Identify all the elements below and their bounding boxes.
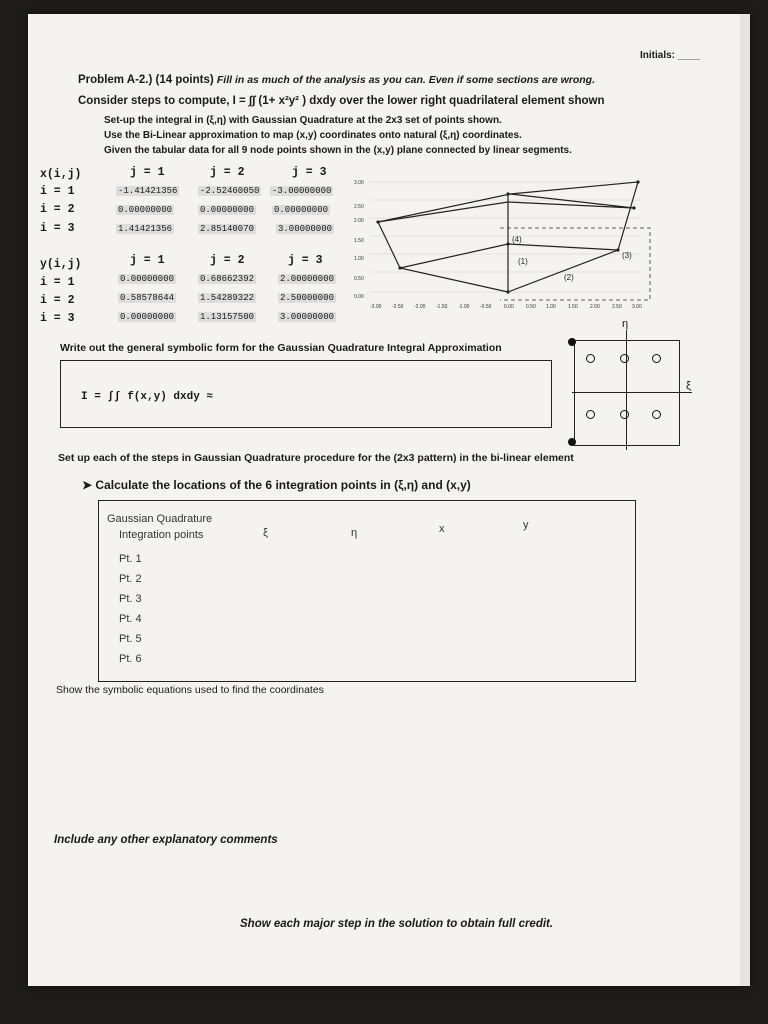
- element-label: (4): [512, 235, 522, 244]
- mesh-node: [632, 206, 635, 209]
- mesh-edge-diag: [510, 194, 634, 208]
- xi-axis-line: [572, 392, 692, 393]
- y-tick: 3.00: [354, 180, 364, 186]
- col-y: y: [523, 519, 529, 531]
- eta-axis-line: [626, 330, 627, 450]
- point-row[interactable]: Pt. 4: [119, 613, 142, 625]
- x-row-label: i = 1: [40, 185, 75, 198]
- x-col-j1: j = 1: [130, 166, 165, 179]
- x-cell: 2.85140070: [200, 224, 255, 234]
- y-cell: 0.58578644: [120, 293, 175, 303]
- point-row[interactable]: Pt. 1: [119, 553, 142, 565]
- section2-prompt: Set up each of the steps in Gaussian Quadrature procedure for the (2x3 pattern) in the bi-linear element: [58, 452, 574, 464]
- gauss-point: [586, 354, 595, 363]
- mesh-node: [376, 220, 379, 223]
- problem-bilinear: Use the Bi-Linear approximation to map (x,y) coordinates onto natural (ξ,η) coordinates.: [104, 130, 522, 141]
- x-tick: 1.50: [568, 304, 578, 310]
- mesh-edge-left: [378, 222, 508, 292]
- x-tick: 0.00: [504, 304, 514, 310]
- y-col-j1: j = 1: [130, 254, 165, 267]
- x-tick: 2.00: [590, 304, 600, 310]
- x-col-j3: j = 3: [292, 166, 327, 179]
- corner-node: [568, 438, 576, 446]
- element-mesh-plot: [340, 172, 660, 322]
- y-row-label: i = 1: [40, 276, 75, 289]
- x-cell: 0.00000000: [200, 205, 255, 215]
- gauss-point: [652, 354, 661, 363]
- y-tick: 0.00: [354, 294, 364, 300]
- mesh-edge-mid: [378, 202, 634, 222]
- y-cell: 2.50000000: [280, 293, 335, 303]
- paper-edge: [740, 14, 750, 986]
- integral-formula: I = ∫∫ f(x,y) dxdy ≈: [81, 391, 214, 403]
- y-col-j2: j = 2: [210, 254, 245, 267]
- problem-instruction: Fill in as much of the analysis as you can. Even if some sections are wrong.: [216, 74, 595, 86]
- y-cell: 0.00000000: [120, 274, 175, 284]
- x-tick: -2.00: [414, 304, 426, 310]
- element-label: (2): [564, 273, 574, 282]
- xi-axis-label: ξ: [686, 380, 691, 392]
- gauss-point: [586, 410, 595, 419]
- integral-answer-box[interactable]: [60, 360, 552, 428]
- x-tick: 2.50: [612, 304, 622, 310]
- integration-points-table: [98, 500, 636, 682]
- mesh-node: [398, 266, 401, 269]
- x-cell: -1.41421356: [118, 186, 178, 196]
- y-cell: 0.68662392: [200, 274, 255, 284]
- x-cell: -3.00000000: [272, 186, 332, 196]
- mesh-node: [636, 180, 639, 183]
- mesh-edge-lower: [400, 244, 618, 268]
- section2-bullet: [82, 478, 471, 492]
- y-row-label: i = 3: [40, 312, 75, 325]
- problem-title-line: [78, 74, 595, 86]
- y-row-label: i = 2: [40, 294, 75, 307]
- col-eta: η: [351, 527, 358, 539]
- y-tick: 2.50: [354, 204, 364, 210]
- x-cell: 0.00000000: [118, 205, 173, 215]
- x-cell: -2.52460050: [200, 186, 260, 196]
- y-tick: 2.00: [354, 218, 364, 224]
- mesh-node: [506, 242, 509, 245]
- eta-axis-label: η: [622, 318, 629, 330]
- y-tick: 1.00: [354, 256, 364, 262]
- points-table-title: Gaussian Quadrature: [107, 513, 213, 525]
- col-x: x: [439, 523, 445, 535]
- x-row-label: i = 3: [40, 222, 75, 235]
- y-tick: 1.50: [354, 238, 364, 244]
- problem-setup: Set-up the integral in (ξ,η) with Gaussian Quadrature at the 2x3 set of points shown.: [104, 115, 502, 126]
- gauss-point: [620, 410, 629, 419]
- x-table-head: x(i,j): [40, 168, 82, 181]
- element-label: (3): [622, 251, 632, 260]
- col-xi: ξ: [263, 527, 268, 539]
- x-tick: -2.50: [392, 304, 404, 310]
- x-tick: -0.50: [480, 304, 492, 310]
- y-table-head: y(i,j): [40, 258, 82, 271]
- point-row[interactable]: Pt. 2: [119, 573, 142, 585]
- x-row-label: i = 2: [40, 203, 75, 216]
- symbolic-equations-note: Show the symbolic equations used to find the coordinates: [56, 684, 324, 696]
- point-row[interactable]: Pt. 5: [119, 633, 142, 645]
- corner-node: [568, 338, 576, 346]
- gauss-point: [652, 410, 661, 419]
- y-cell: 1.13157500: [200, 312, 255, 322]
- points-table-subtitle: Integration points: [119, 529, 204, 541]
- y-cell: 0.00000000: [120, 312, 175, 322]
- x-cell: 0.00000000: [274, 205, 329, 215]
- gauss-point: [620, 354, 629, 363]
- footer-note: Show each major step in the solution to obtain full credit.: [240, 918, 554, 930]
- x-tick: 1.00: [546, 304, 556, 310]
- problem-tabular: Given the tabular data for all 9 node points shown in the (x,y) plane connected by linear segments.: [104, 145, 572, 156]
- bullet-arrow-icon: ➤: [82, 478, 93, 492]
- y-col-j3: j = 3: [288, 254, 323, 267]
- point-row[interactable]: Pt. 6: [119, 653, 142, 665]
- x-tick: -1.50: [436, 304, 448, 310]
- mesh-node: [506, 192, 509, 195]
- section2-bullet-text: Calculate the locations of the 6 integration points in (ξ,η) and (x,y): [95, 478, 471, 492]
- y-tick: 0.50: [354, 276, 364, 282]
- initials-label: Initials: ____: [640, 50, 701, 61]
- problem-title: Problem A-2.) (14 points): [78, 74, 214, 86]
- x-tick: 0.50: [526, 304, 536, 310]
- section1-prompt: Write out the general symbolic form for the Gaussian Quadrature Integral Approximation: [60, 342, 502, 354]
- explanatory-comments-note: Include any other explanatory comments: [54, 834, 278, 846]
- y-cell: 3.00000000: [280, 312, 335, 322]
- x-tick: 3.00: [632, 304, 642, 310]
- mesh-node: [506, 290, 509, 293]
- x-col-j2: j = 2: [210, 166, 245, 179]
- x-cell: 1.41421356: [118, 224, 173, 234]
- mesh-node: [616, 248, 619, 251]
- y-cell: 2.00000000: [280, 274, 335, 284]
- x-cell: 3.00000000: [278, 224, 333, 234]
- problem-statement: Consider steps to compute, I = ∫∫ (1+ x²y² ) dxdy over the lower right quadrilateral element shown: [78, 95, 605, 107]
- x-tick: -3.00: [370, 304, 382, 310]
- x-tick: -1.00: [458, 304, 470, 310]
- y-cell: 1.54289322: [200, 293, 255, 303]
- element-label: (1): [518, 257, 528, 266]
- point-row[interactable]: Pt. 3: [119, 593, 142, 605]
